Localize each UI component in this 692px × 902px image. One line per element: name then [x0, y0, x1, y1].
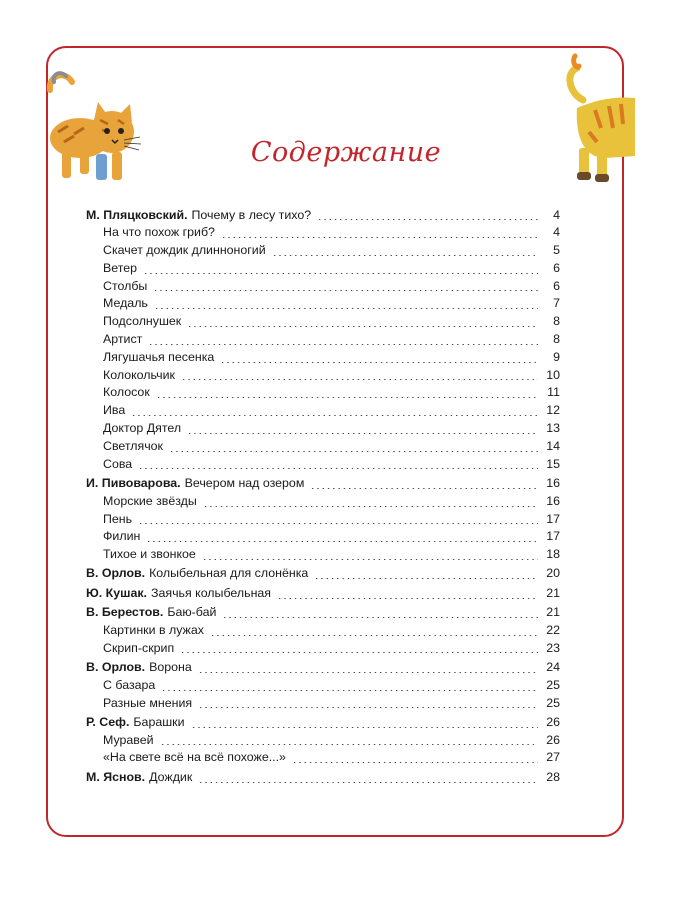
dot-leader [138, 523, 538, 524]
dot-leader [143, 273, 538, 274]
toc-page-number: 5 [553, 243, 560, 258]
dot-leader [310, 488, 538, 489]
toc-author: Ю. Кушак. [86, 585, 147, 600]
toc-page-number: 12 [546, 403, 560, 418]
toc-entry [86, 585, 560, 603]
toc-page-number: 14 [546, 438, 560, 453]
toc-entry [86, 622, 560, 640]
toc-entry [86, 295, 560, 313]
toc-entry [86, 420, 560, 438]
dot-leader [314, 578, 538, 579]
toc-page-number: 11 [547, 385, 560, 400]
toc-entry [86, 714, 560, 732]
dot-leader [191, 727, 538, 728]
dot-leader [131, 415, 538, 416]
toc-entry [86, 640, 560, 658]
toc-entry [86, 313, 560, 331]
toc-entry [86, 475, 560, 493]
toc-page-number: 6 [553, 260, 560, 275]
toc-page-number: 25 [546, 695, 560, 710]
dot-leader [187, 433, 538, 434]
toc-page-number: 8 [553, 332, 560, 347]
toc-entry [86, 278, 560, 296]
toc-title: Пень [103, 511, 133, 526]
dot-leader [202, 559, 538, 560]
toc-page-number: 26 [546, 714, 560, 729]
toc-author: Р. Сеф. [86, 714, 130, 729]
dot-leader [317, 219, 538, 220]
toc-page-number: 25 [546, 677, 560, 692]
dot-leader [210, 635, 538, 636]
dot-leader [146, 541, 538, 542]
toc-entry [86, 367, 560, 385]
dot-leader [161, 690, 538, 691]
toc-title: «На свете всё на всё похоже...» [103, 750, 286, 765]
toc-author: М. Яснов. [86, 769, 146, 784]
dot-leader [220, 362, 538, 363]
toc-title: Ветер [103, 260, 138, 275]
toc-author: В. Берестов. [86, 605, 164, 620]
toc-page-number: 10 [546, 367, 560, 382]
toc-entry [86, 331, 560, 349]
dot-leader [277, 598, 538, 599]
toc-title: Подсолнушек [103, 314, 182, 329]
toc-title: Медаль [103, 296, 148, 311]
dot-leader [148, 344, 538, 345]
toc-page-number: 17 [546, 511, 560, 526]
dot-leader [292, 762, 538, 763]
toc-title: Ворона [149, 659, 192, 674]
toc-page-number: 16 [546, 493, 560, 508]
toc-entry [86, 769, 560, 787]
toc-title: Разные мнения [103, 695, 193, 710]
toc-entry [86, 528, 560, 546]
toc-title: Дождик [149, 769, 193, 784]
dot-leader [222, 617, 538, 618]
dot-leader [169, 451, 538, 452]
toc-entry [86, 732, 560, 750]
toc-page-number: 8 [553, 314, 560, 329]
toc-page-number: 9 [553, 349, 560, 364]
toc-page-number: 13 [546, 421, 560, 436]
toc-title: Колосок [103, 385, 150, 400]
page-title: Содержание [250, 137, 442, 168]
toc-page-number: 7 [553, 296, 560, 311]
toc-title: Вечером над озером [184, 475, 305, 490]
toc-page-number: 16 [546, 475, 560, 490]
toc-entry [86, 456, 560, 474]
toc-title: Артист [103, 332, 143, 347]
toc-title: Муравей [103, 732, 154, 747]
dot-leader [272, 255, 538, 256]
toc-title: Колыбельная для слонёнка [149, 566, 309, 581]
toc-title: Морские звёзды [103, 493, 197, 508]
dot-leader [156, 397, 538, 398]
dot-leader [198, 672, 538, 673]
toc-entry [86, 659, 560, 677]
dot-leader [221, 237, 538, 238]
toc-page-number: 27 [546, 750, 560, 765]
toc-entry [86, 749, 560, 767]
toc-title: Столбы [103, 278, 148, 293]
toc-title: Филин [103, 529, 141, 544]
toc-title: Скачет дождик длинноногий [103, 243, 266, 258]
toc-title: Тихое и звонкое [103, 547, 196, 562]
toc-title: Светлячок [103, 438, 163, 453]
dot-leader [203, 506, 538, 507]
toc-page-number: 4 [553, 225, 560, 240]
toc-entry [86, 565, 560, 583]
toc-page-number: 4 [553, 207, 560, 222]
dot-leader [198, 707, 538, 708]
toc-page-number: 18 [546, 547, 560, 562]
toc-entry [86, 224, 560, 242]
toc-page-number: 23 [546, 640, 560, 655]
toc-page-number: 6 [553, 278, 560, 293]
toc-entry [86, 349, 560, 367]
toc-page-number: 22 [546, 622, 560, 637]
toc-author: М. Пляцковский. [86, 207, 188, 222]
toc-entry [86, 384, 560, 402]
dot-leader [153, 290, 538, 291]
toc-author: В. Орлов. [86, 659, 146, 674]
dot-leader [180, 652, 538, 653]
toc-page-number: 28 [546, 769, 560, 784]
cat-illustration-left [40, 60, 145, 190]
toc-entry [86, 242, 560, 260]
toc-entry [86, 207, 560, 225]
toc-entry [86, 546, 560, 564]
toc-page-number: 17 [546, 529, 560, 544]
toc-title: Лягушачья песенка [103, 349, 215, 364]
dot-leader [160, 744, 538, 745]
toc-entry [86, 604, 560, 622]
toc-page-number: 21 [546, 605, 560, 620]
dot-leader [181, 379, 538, 380]
toc-page-number: 20 [546, 566, 560, 581]
toc-title: Баю-бай [167, 605, 217, 620]
toc-page-number: 26 [546, 732, 560, 747]
toc-title: Картинки в лужах [103, 622, 204, 637]
toc-page-number: 21 [546, 585, 560, 600]
toc-entry [86, 493, 560, 511]
toc-entry [86, 511, 560, 529]
toc-title: Почему в лесу тихо? [191, 207, 312, 222]
toc-page-number: 24 [546, 659, 560, 674]
dot-leader [187, 326, 538, 327]
toc-title: Сова [103, 456, 133, 471]
toc-entry [86, 260, 560, 278]
toc-title: С базара [103, 677, 156, 692]
dot-leader [154, 308, 538, 309]
toc-entry [86, 438, 560, 456]
toc-page-number: 15 [546, 456, 560, 471]
toc-title: Скрип-скрип [103, 640, 175, 655]
toc-entry [86, 402, 560, 420]
toc-entry [86, 695, 560, 713]
toc-author: В. Орлов. [86, 566, 146, 581]
table-of-contents [86, 205, 560, 787]
toc-title: Заячья колыбельная [150, 585, 272, 600]
toc-title: Барашки [133, 714, 185, 729]
dot-leader [138, 468, 538, 469]
toc-author: И. Пивоварова. [86, 475, 181, 490]
dot-leader [198, 782, 538, 783]
toc-title: Ива [103, 403, 126, 418]
toc-entry [86, 677, 560, 695]
toc-title: На что похож гриб? [103, 225, 215, 240]
toc-title: Колокольчик [103, 367, 175, 382]
toc-title: Доктор Дятел [103, 421, 182, 436]
